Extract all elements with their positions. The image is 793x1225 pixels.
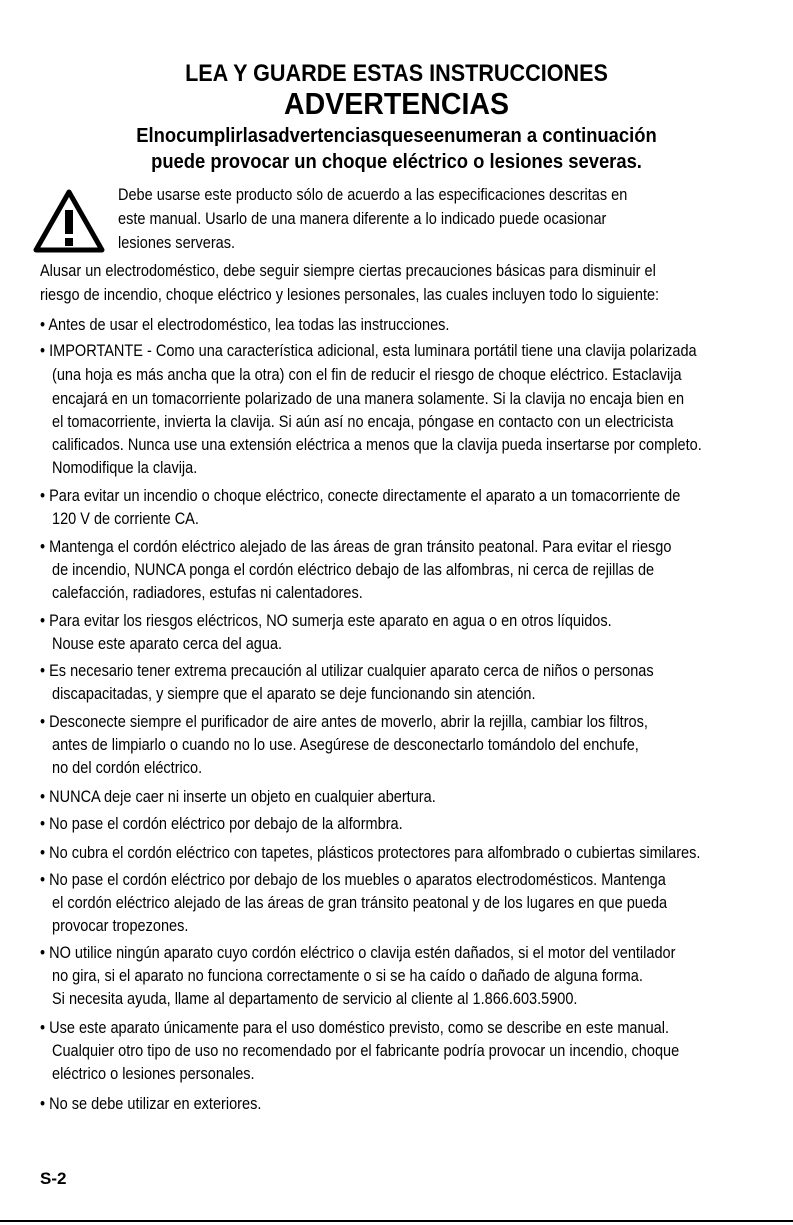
bullet-continuation: (una hoja es más ancha que la otra) con el fin de reducir el riesgo de choque eléctrico. Estaclavija xyxy=(52,366,682,384)
warning-subtitle-line-2: puede provocar un choque eléctrico o lesiones severas. xyxy=(151,151,642,173)
bullet-item-children: • Es necesario tener extrema precaución al utilizar cualquier aparato cerca de niños o personas xyxy=(40,662,654,680)
bullet-item-furniture: • No pase el cordón eléctrico por debajo de los muebles o aparatos electrodomésticos. Mantenga xyxy=(40,871,666,889)
bullet-continuation: de incendio, NUNCA ponga el cordón eléctrico debajo de las alfombras, ni cerca de rejillas de xyxy=(52,561,655,579)
warnings-heading: ADVERTENCIAS xyxy=(283,86,510,121)
bullet-item-damaged: • NO utilice ningún aparato cuyo cordón eléctrico o clavija estén dañados, si el motor del ventilador xyxy=(40,944,676,962)
intro-text-line: este manual. Usarlo de una manera diferente a lo indicado puede ocasionar xyxy=(118,210,607,228)
warning-triangle-icon xyxy=(32,188,106,254)
bullet-item-water: • Para evitar los riesgos eléctricos, NO sumerja este aparato en agua o en otros líquidos. xyxy=(40,612,612,630)
bullet-continuation: encajará en un tomacorriente polarizado de una manera solamente. Si la clavija no encaja bien en xyxy=(52,390,685,408)
bullet-continuation: calefacción, radiadores, estufas ni calentadores. xyxy=(52,584,363,602)
intro-text-line: Debe usarse este producto sólo de acuerdo a las especificaciones descritas en xyxy=(118,186,628,204)
bullet-item-outdoors: • No se debe utilizar en exteriores. xyxy=(40,1095,262,1113)
preamble-line: Alusar un electrodoméstico, debe seguir siempre ciertas precauciones básicas para disminuir el xyxy=(40,262,656,280)
bullet-continuation: Cualquier otro tipo de uso no recomendado por el fabricante podría provocar un incendio, choque xyxy=(52,1042,680,1060)
bullet-continuation: Nouse este aparato cerca del agua. xyxy=(52,635,283,653)
bullet-item-polarized-plug: • IMPORTANTE - Como una característica adicional, esta luminara portátil tiene una clavija polarizada xyxy=(40,342,697,360)
warning-subtitle-line-1: Elnocumplirlasadvertenciasqueseenumeran a continuación xyxy=(136,125,657,147)
bullet-continuation: eléctrico o lesiones personales. xyxy=(52,1065,255,1083)
bullet-continuation: no gira, si el aparato no funciona correctamente o si se ha caído o dañado de alguna forma. xyxy=(52,967,643,985)
bullet-continuation: provocar tropezones. xyxy=(52,917,189,935)
page-number: S-2 xyxy=(40,1169,67,1188)
bullet-item-instructions: • Antes de usar el electrodoméstico, lea todas las instrucciones. xyxy=(40,316,450,334)
bullet-continuation: antes de limpiarlo o cuando no lo use. Asegúrese de desconectarlo tomándolo del enchufe, xyxy=(52,736,639,754)
bullet-item-cover-cord: • No cubra el cordón eléctrico con tapetes, plásticos protectores para alfombrado o cubiertas similares. xyxy=(40,844,701,862)
bullet-item-household-use: • Use este aparato únicamente para el uso doméstico previsto, como se describe en este manual. xyxy=(40,1019,669,1037)
bullet-continuation: discapacitadas, y siempre que el aparato se deje funcionando sin atención. xyxy=(52,685,536,703)
bullet-continuation: el tomacorriente, invierta la clavija. Si aún así no encaja, póngase en contacto con un electricista xyxy=(52,413,674,431)
bullet-continuation: 120 V de corriente CA. xyxy=(52,510,199,528)
bullet-item-outlet: • Para evitar un incendio o choque eléctrico, conecte directamente el aparato a un tomacorriente de xyxy=(40,487,681,505)
page-title: LEA Y GUARDE ESTAS INSTRUCCIONES xyxy=(185,60,608,87)
bullet-continuation: Nomodifique la clavija. xyxy=(52,459,198,477)
bullet-item-disconnect: • Desconecte siempre el purificador de aire antes de moverlo, abrir la rejilla, cambiar los filtros, xyxy=(40,713,648,731)
bullet-item-cord-traffic: • Mantenga el cordón eléctrico alejado de las áreas de gran tránsito peatonal. Para evitar el riesgo xyxy=(40,538,672,556)
preamble-line: riesgo de incendio, choque eléctrico y lesiones personales, las cuales incluyen todo lo siguiente: xyxy=(40,286,660,304)
bullet-continuation: no del cordón eléctrico. xyxy=(52,759,203,777)
bullet-continuation: Si necesita ayuda, llame al departamento de servicio al cliente al 1.866.603.5900. xyxy=(52,990,578,1008)
intro-text-line: lesiones serveras. xyxy=(118,234,236,252)
bottom-divider xyxy=(0,1220,793,1222)
bullet-continuation: el cordón eléctrico alejado de las áreas de gran tránsito peatonal y de los lugares en que pueda xyxy=(52,894,668,912)
bullet-item-openings: • NUNCA deje caer ni inserte un objeto en cualquier abertura. xyxy=(40,788,436,806)
bullet-item-rug: • No pase el cordón eléctrico por debajo de la alformbra. xyxy=(40,815,403,833)
bullet-continuation: calificados. Nunca use una extensión eléctrica a menos que la clavija pueda insertarse por completo. xyxy=(52,436,702,454)
